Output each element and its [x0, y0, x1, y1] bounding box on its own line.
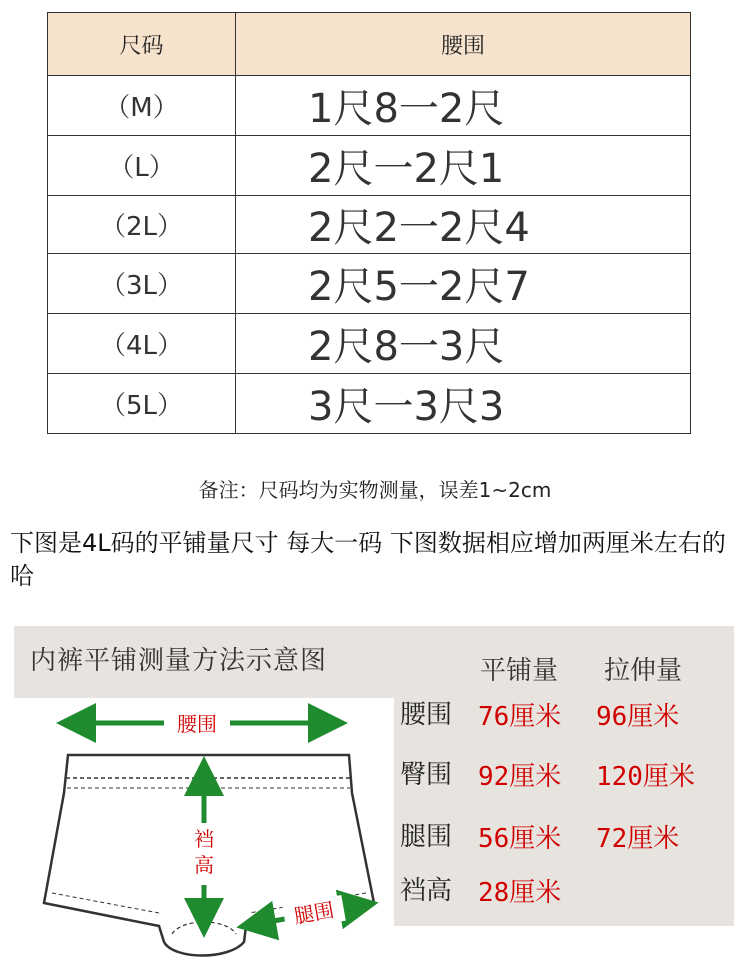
size-description: 下图是4L码的平铺量尺寸 每大一码 下图数据相应增加两厘米左右的哈 [10, 529, 726, 590]
measurement-label: 腿围 [400, 822, 453, 852]
waist-cell: 2尺2一2尺4 [236, 196, 691, 254]
shorts-illustration [14, 698, 394, 961]
measurement-stretch: 120厘米 [596, 762, 695, 792]
table-row [48, 254, 691, 314]
measurement-stretch: 72厘米 [596, 824, 680, 854]
col-header-flat: 平铺量 [480, 656, 559, 686]
measurement-panel [394, 626, 734, 926]
measurement-label: 腰围 [400, 700, 453, 730]
measurement-note: 备注：尺码均为实物测量，误差1~2cm [198, 478, 552, 502]
size-cell: （3L） [48, 254, 236, 314]
waist-cell: 3尺一3尺3 [236, 374, 691, 434]
measurement-flat: 92厘米 [478, 762, 562, 792]
measurement-flat: 28厘米 [478, 878, 562, 908]
svg-text:高: 高 [194, 853, 214, 877]
size-cell: （M） [48, 76, 236, 136]
table-row [48, 374, 691, 434]
diagram-title: 内裤平铺测量方法示意图 [30, 646, 328, 676]
measurement-diagram [14, 626, 734, 961]
leg-arrow-label: 腿围 [292, 897, 336, 929]
measurement-flat: 76厘米 [478, 702, 562, 732]
col-header-stretch: 拉伸量 [604, 656, 683, 686]
size-cell: （5L） [48, 374, 236, 434]
table-row [48, 314, 691, 374]
waist-arrow-label: 腰围 [177, 712, 217, 736]
waist-cell: 2尺一2尺1 [236, 136, 691, 196]
measurement-label: 臀围 [400, 760, 453, 790]
measurement-label: 裆高 [400, 876, 453, 906]
size-cell: （L） [48, 136, 236, 196]
header-size: 尺码 [48, 13, 236, 76]
table-row [48, 136, 691, 196]
measurement-flat: 56厘米 [478, 824, 562, 854]
size-cell: （2L） [48, 196, 236, 254]
table-row [48, 196, 691, 254]
waist-cell: 1尺8一2尺 [236, 76, 691, 136]
waist-cell: 2尺5一2尺7 [236, 254, 691, 314]
table-row [48, 76, 691, 136]
waist-cell: 2尺8一3尺 [236, 314, 691, 374]
measurement-stretch: 96厘米 [596, 702, 680, 732]
size-cell: （4L） [48, 314, 236, 374]
header-waist: 腰围 [236, 13, 691, 76]
size-table [47, 12, 691, 434]
rise-arrow-label: 裆 [194, 827, 214, 851]
